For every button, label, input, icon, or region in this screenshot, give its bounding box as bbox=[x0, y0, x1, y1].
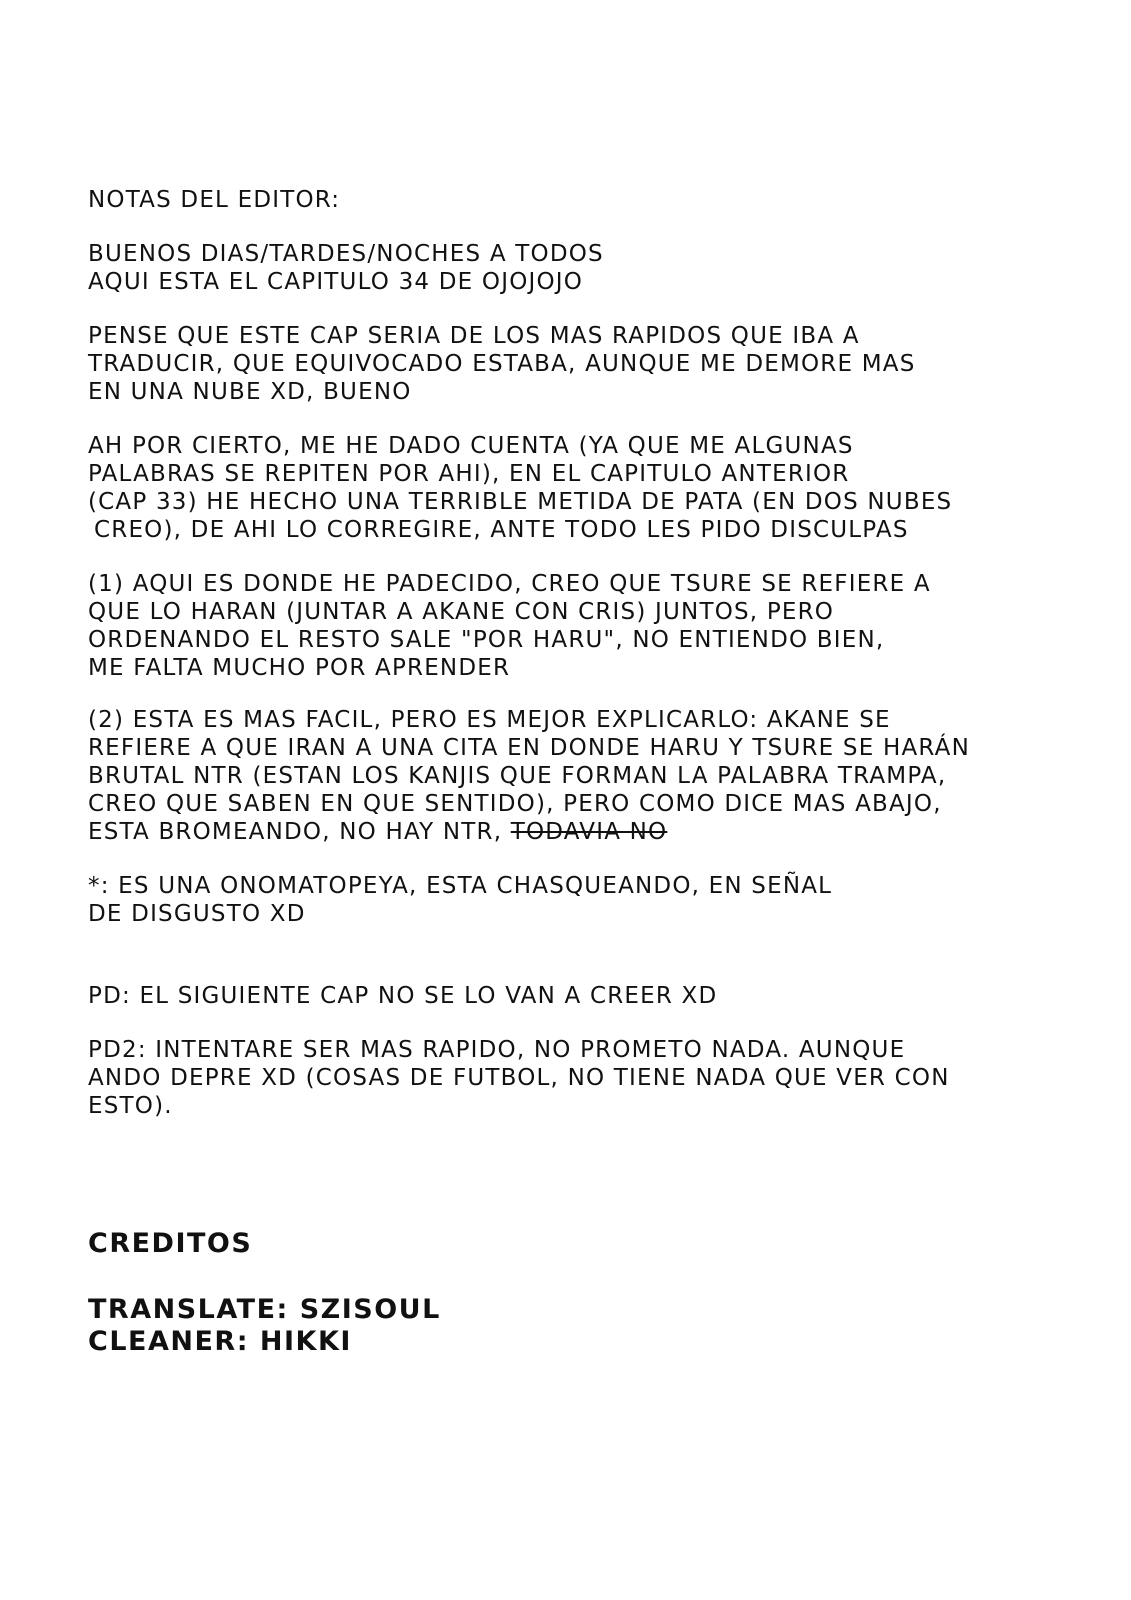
note2-line: BRUTAL NTR (ESTAN LOS KANJIS QUE FORMAN LA PALABRA TRAMPA, bbox=[88, 763, 947, 789]
paragraph2-line: CREO), DE AHI LO CORREGIRE, ANTE TODO LES PIDO DISCULPAS bbox=[94, 517, 909, 543]
note2-last-line bbox=[88, 818, 667, 846]
paragraph1-line: PENSE QUE ESTE CAP SERIA DE LOS MAS RAPIDOS QUE IBA A bbox=[88, 323, 860, 349]
paragraph2-line: PALABRAS SE REPITEN POR AHI), EN EL CAPITULO ANTERIOR bbox=[88, 461, 850, 487]
note2-line: CREO QUE SABEN EN QUE SENTIDO), PERO COMO DICE MAS ABAJO, bbox=[88, 791, 942, 817]
credit-cleaner: CLEANER: HIKKI bbox=[88, 1326, 352, 1357]
paragraph1-line: TRADUCIR, QUE EQUIVOCADO ESTABA, AUNQUE ME DEMORE MAS bbox=[88, 351, 916, 377]
pd2-line: PD2: INTENTARE SER MAS RAPIDO, NO PROMETO NADA. AUNQUE bbox=[88, 1037, 906, 1063]
paragraph2-line: (CAP 33) HE HECHO UNA TERRIBLE METIDA DE PATA (EN DOS NUBES bbox=[88, 489, 953, 515]
credit-translate: TRANSLATE: SZISOUL bbox=[88, 1294, 441, 1325]
note2-line: (2) ESTA ES MAS FACIL, PERO ES MEJOR EXPLICARLO: AKANE SE bbox=[88, 707, 891, 733]
pd-line: PD: EL SIGUIENTE CAP NO SE LO VAN A CREER XD bbox=[88, 983, 718, 1009]
note1-line: (1) AQUI ES DONDE HE PADECIDO, CREO QUE TSURE SE REFIERE A bbox=[88, 571, 931, 597]
notes-heading: NOTAS DEL EDITOR: bbox=[88, 187, 341, 213]
asterisk-note-line: *: ES UNA ONOMATOPEYA, ESTA CHASQUEANDO, EN SEÑAL bbox=[88, 873, 833, 899]
pd2-line: ANDO DEPRE XD (COSAS DE FUTBOL, NO TIENE NADA QUE VER CON bbox=[88, 1065, 950, 1091]
credits-heading: CREDITOS bbox=[88, 1228, 253, 1259]
pd2-line: ESTO). bbox=[88, 1093, 173, 1119]
struck-text: TODAVIA NO bbox=[510, 819, 668, 845]
note1-line: QUE LO HARAN (JUNTAR A AKANE CON CRIS) JUNTOS, PERO bbox=[88, 599, 835, 625]
note1-line: ME FALTA MUCHO POR APRENDER bbox=[88, 655, 511, 681]
paragraph2-line: AH POR CIERTO, ME HE DADO CUENTA (YA QUE ME ALGUNAS bbox=[88, 433, 854, 459]
greeting-line: BUENOS DIAS/TARDES/NOCHES A TODOS bbox=[88, 241, 604, 267]
paragraph1-line: EN UNA NUBE XD, BUENO bbox=[88, 379, 412, 405]
asterisk-note-line: DE DISGUSTO XD bbox=[88, 901, 306, 927]
note2-line: REFIERE A QUE IRAN A UNA CITA EN DONDE HARU Y TSURE SE HARÁN bbox=[88, 735, 970, 761]
note1-line: ORDENANDO EL RESTO SALE "POR HARU", NO ENTIENDO BIEN, bbox=[88, 627, 885, 653]
greeting-line: AQUI ESTA EL CAPITULO 34 DE OJOJOJO bbox=[88, 269, 584, 295]
note2-last-text: ESTA BROMEANDO, NO HAY NTR, bbox=[88, 819, 511, 845]
